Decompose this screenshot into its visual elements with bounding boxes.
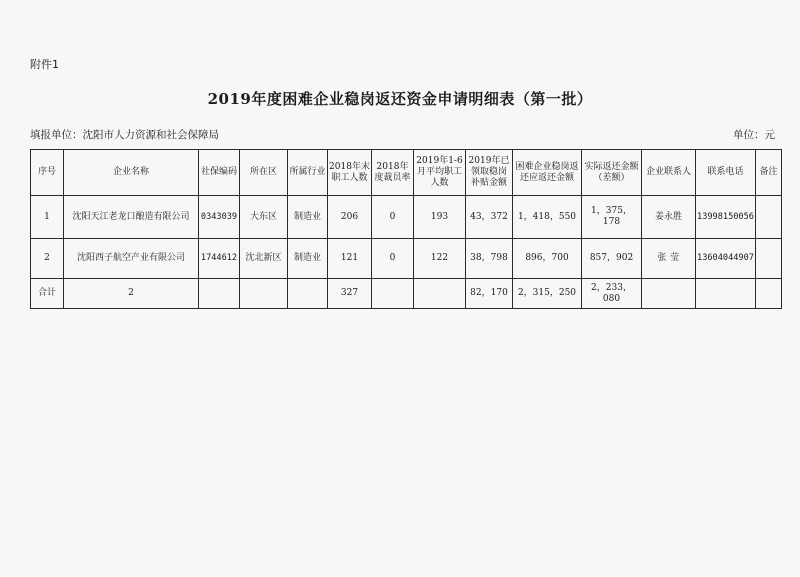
col-header: 社保编码 bbox=[199, 150, 240, 196]
filing-unit: 填报单位：沈阳市人力资源和社会保障局 bbox=[30, 129, 219, 141]
col-header: 2018年度裁员率 bbox=[372, 150, 414, 196]
cell-subsidy-received: 43，372 bbox=[466, 196, 513, 239]
col-header: 企业名称 bbox=[64, 150, 199, 196]
col-header: 企业联系人 bbox=[642, 150, 696, 196]
table-total-row bbox=[31, 279, 782, 309]
col-header: 备注 bbox=[756, 150, 782, 196]
cell-empty bbox=[756, 279, 782, 309]
cell-total-should-return: 2，315，250 bbox=[513, 279, 582, 309]
cell-empty bbox=[414, 279, 466, 309]
cell-total-actual-return: 2，233，080 bbox=[582, 279, 642, 309]
cell-phone: 13998150056 bbox=[696, 196, 756, 239]
cell-staff-2018: 121 bbox=[328, 239, 372, 279]
cell-empty bbox=[696, 279, 756, 309]
cell-total-subsidy: 82，170 bbox=[466, 279, 513, 309]
cell-total-count: 2 bbox=[64, 279, 199, 309]
cell-no: 2 bbox=[31, 239, 64, 279]
cell-phone: 13604044907 bbox=[696, 239, 756, 279]
cell-total-label: 合计 bbox=[31, 279, 64, 309]
cell-empty bbox=[240, 279, 288, 309]
cell-layoff-rate: 0 bbox=[372, 239, 414, 279]
col-header: 2019年已领取稳岗补贴金额 bbox=[466, 150, 513, 196]
col-header: 所属行业 bbox=[288, 150, 328, 196]
cell-contact: 张 莹 bbox=[642, 239, 696, 279]
currency-unit: 单位：元 bbox=[733, 129, 775, 141]
col-header: 序号 bbox=[31, 150, 64, 196]
cell-layoff-rate: 0 bbox=[372, 196, 414, 239]
annex-label: 附件1 bbox=[30, 58, 59, 71]
cell-actual-return: 857，902 bbox=[582, 239, 642, 279]
table-row bbox=[31, 239, 782, 279]
cell-insurance-code: 0343039 bbox=[199, 196, 240, 239]
col-header: 联系电话 bbox=[696, 150, 756, 196]
cell-district: 大东区 bbox=[240, 196, 288, 239]
cell-contact: 姜永胜 bbox=[642, 196, 696, 239]
table-row bbox=[31, 196, 782, 239]
cell-insurance-code: 1744612 bbox=[199, 239, 240, 279]
cell-district: 沈北新区 bbox=[240, 239, 288, 279]
cell-empty bbox=[288, 279, 328, 309]
cell-empty bbox=[642, 279, 696, 309]
cell-empty bbox=[372, 279, 414, 309]
cell-remark bbox=[756, 196, 782, 239]
cell-avg-staff: 193 bbox=[414, 196, 466, 239]
table-header-row bbox=[31, 150, 782, 196]
cell-industry: 制造业 bbox=[288, 196, 328, 239]
cell-industry: 制造业 bbox=[288, 239, 328, 279]
cell-actual-return: 1，375，178 bbox=[582, 196, 642, 239]
subsidy-table bbox=[30, 149, 782, 309]
cell-should-return: 1，418，550 bbox=[513, 196, 582, 239]
col-header: 困难企业稳岗返还应返还金额 bbox=[513, 150, 582, 196]
cell-should-return: 896，700 bbox=[513, 239, 582, 279]
cell-subsidy-received: 38，798 bbox=[466, 239, 513, 279]
cell-company-name: 沈阳天江老龙口酿造有限公司 bbox=[64, 196, 199, 239]
cell-staff-2018: 206 bbox=[328, 196, 372, 239]
cell-empty bbox=[199, 279, 240, 309]
col-header: 2019年1-6月平均职工人数 bbox=[414, 150, 466, 196]
cell-company-name: 沈阳西子航空产业有限公司 bbox=[64, 239, 199, 279]
cell-no: 1 bbox=[31, 196, 64, 239]
cell-avg-staff: 122 bbox=[414, 239, 466, 279]
col-header: 2018年末职工人数 bbox=[328, 150, 372, 196]
cell-remark bbox=[756, 239, 782, 279]
page-title: 2019年度困难企业稳岗返还资金申请明细表（第一批） bbox=[207, 90, 593, 108]
col-header: 实际返还金额（差额） bbox=[582, 150, 642, 196]
cell-total-staff: 327 bbox=[328, 279, 372, 309]
col-header: 所在区 bbox=[240, 150, 288, 196]
